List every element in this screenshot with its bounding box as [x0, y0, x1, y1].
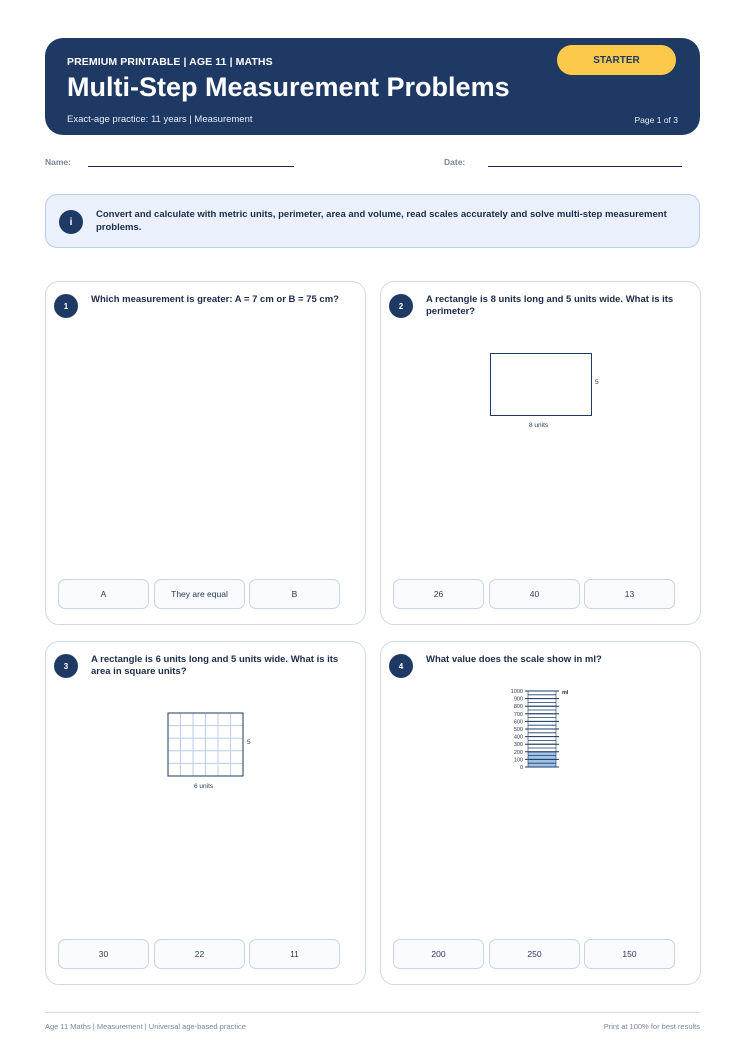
answer-option[interactable]: A [58, 579, 149, 609]
scale-tick-label: 1000 [510, 689, 523, 695]
question-card-1 [45, 281, 366, 625]
scale-tick-label: 100 [513, 757, 523, 764]
question-text: A rectangle is 6 units long and 5 units wide. What is its area in square units? [91, 654, 339, 677]
scale-tick-label: 800 [513, 704, 523, 711]
print-note: Print at 100% for best results [603, 1022, 700, 1031]
question-number: 3 [54, 654, 78, 678]
measuring-scale [491, 687, 586, 777]
page-number: Page 1 of 3 [634, 115, 678, 125]
scale-tick-label: 500 [513, 727, 523, 733]
question-number: 1 [54, 294, 78, 318]
scale-tick-label: 900 [513, 696, 523, 703]
grid-height-label: 5 [247, 739, 251, 746]
date-label: Date: [444, 157, 466, 167]
scale-unit-label: ml [562, 690, 569, 696]
scale-tick-label: 400 [513, 734, 523, 741]
scale-tick-label: 600 [513, 719, 523, 726]
header-subtitle: Exact-age practice: 11 years | Measurement [67, 114, 253, 125]
footer-divider [45, 1012, 700, 1013]
question-number: 4 [389, 654, 413, 678]
page-header [45, 38, 700, 135]
answer-option[interactable]: 30 [58, 939, 149, 969]
answer-option[interactable]: 150 [584, 939, 675, 969]
scale-tick-label: 700 [513, 711, 523, 718]
rectangle-width-label: 8 units [529, 422, 549, 429]
answer-option[interactable]: 22 [154, 939, 245, 969]
answer-option[interactable]: 200 [393, 939, 484, 969]
question-text: A rectangle is 8 units long and 5 units wide. What is its perimeter? [426, 294, 674, 317]
footer-text: Age 11 Maths | Measurement | Universal age-based practice [45, 1022, 246, 1031]
rectangle-height-label: 5 [595, 379, 599, 386]
instructions-text: Convert and calculate with metric units, perimeter, area and volume, read scales accurately and solve multi-step measurement problems. [96, 209, 667, 233]
info-icon: i [59, 210, 83, 234]
answer-option[interactable]: 13 [584, 579, 675, 609]
scale-tick-label: 300 [513, 742, 523, 749]
name-field[interactable] [88, 166, 294, 167]
question-text: What value does the scale show in ml? [426, 654, 602, 665]
question-number: 2 [389, 294, 413, 318]
scale-tick-label: 0 [519, 765, 523, 771]
question-card-4 [380, 641, 701, 985]
answer-option[interactable]: 40 [489, 579, 580, 609]
name-label: Name: [45, 157, 71, 167]
header-kicker: PREMIUM PRINTABLE | AGE 11 | MATHS [67, 56, 273, 68]
grid-width-label: 6 units [194, 783, 214, 790]
answer-option[interactable]: They are equal [154, 579, 245, 609]
question-text: Which measurement is greater: A = 7 cm or B = 75 cm? [91, 294, 339, 305]
area-grid-diagram [167, 712, 244, 777]
answer-option[interactable]: 250 [489, 939, 580, 969]
rectangle-diagram [490, 353, 592, 416]
scale-tick-label: 200 [513, 749, 523, 756]
date-field[interactable] [488, 166, 682, 167]
question-card-2 [380, 281, 701, 625]
answer-option[interactable]: B [249, 579, 340, 609]
instructions-box [45, 194, 700, 248]
answer-option[interactable]: 11 [249, 939, 340, 969]
page-title: Multi-Step Measurement Problems [67, 72, 510, 102]
level-badge: STARTER [557, 45, 676, 75]
question-card-3 [45, 641, 366, 985]
answer-option[interactable]: 26 [393, 579, 484, 609]
